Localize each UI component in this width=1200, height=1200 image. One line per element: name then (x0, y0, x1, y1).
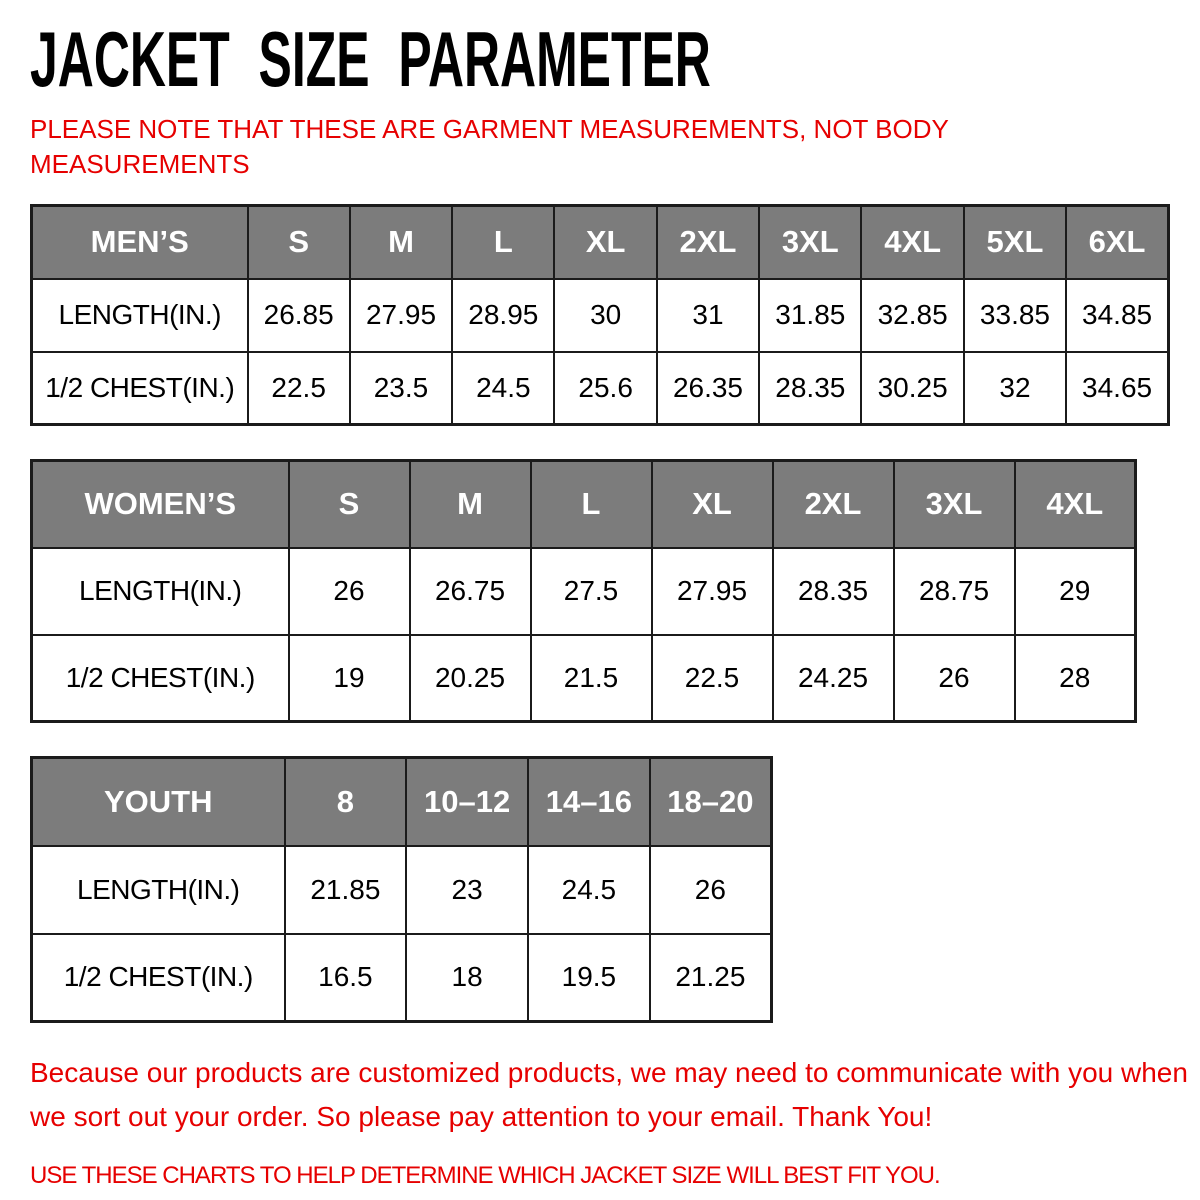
size-header-cell: 2XL (657, 206, 759, 279)
measurement-value: 23.5 (350, 352, 452, 425)
size-header-cell: 18–20 (650, 758, 772, 846)
youth-size-table (30, 756, 773, 1023)
measurement-value: 27.5 (531, 548, 652, 635)
measurement-value: 19.5 (528, 934, 650, 1022)
measurement-value: 22.5 (652, 635, 773, 722)
size-header-cell: 8 (285, 758, 407, 846)
size-header-cell: XL (554, 206, 656, 279)
measurement-value: 21.5 (531, 635, 652, 722)
mens-table-title-cell: MEN’S (32, 206, 248, 279)
measurement-value: 21.25 (650, 934, 772, 1022)
mens-size-table (30, 204, 1170, 426)
measurement-value: 16.5 (285, 934, 407, 1022)
measurement-value: 33.85 (964, 279, 1066, 352)
measurement-value: 22.5 (248, 352, 350, 425)
customization-notice: Because our products are customized products, we may need to communicate with you when we sort out your order. So please pay attention to your email. Thank You! (30, 1057, 1188, 1132)
measurement-value: 34.65 (1066, 352, 1168, 425)
size-header-cell: 14–16 (528, 758, 650, 846)
measurement-value: 27.95 (652, 548, 773, 635)
size-header-cell: 4XL (861, 206, 963, 279)
measurement-value: 23 (406, 846, 528, 934)
measurement-value: 28.75 (894, 548, 1015, 635)
measurement-value: 24.25 (773, 635, 894, 722)
size-header-cell: M (410, 461, 531, 548)
measurement-value: 26.35 (657, 352, 759, 425)
measurement-value: 27.95 (350, 279, 452, 352)
measurement-label: 1/2 CHEST(IN.) (32, 352, 248, 425)
youth-table-title-cell: YOUTH (32, 758, 285, 846)
measurement-value: 28.35 (759, 352, 861, 425)
mens-header-row (32, 206, 1169, 279)
size-header-cell: 6XL (1066, 206, 1168, 279)
size-header-cell: 10–12 (406, 758, 528, 846)
youth-chest-row (32, 934, 772, 1022)
measurement-value: 26 (289, 548, 410, 635)
usage-instruction: USE THESE CHARTS TO HELP DETERMINE WHICH JACKET SIZE WILL BEST FIT YOU. (30, 1161, 940, 1189)
measurement-value: 18 (406, 934, 528, 1022)
size-header-cell: M (350, 206, 452, 279)
youth-length-row (32, 846, 772, 934)
measurement-value: 30.25 (861, 352, 963, 425)
size-header-cell: L (452, 206, 554, 279)
youth-header-row (32, 758, 772, 846)
measurement-label: 1/2 CHEST(IN.) (32, 635, 289, 722)
measurement-value: 24.5 (452, 352, 554, 425)
measurement-value: 31.85 (759, 279, 861, 352)
measurement-value: 31 (657, 279, 759, 352)
womens-header-row (32, 461, 1136, 548)
measurement-value: 19 (289, 635, 410, 722)
size-header-cell: S (248, 206, 350, 279)
measurement-label: LENGTH(IN.) (32, 548, 289, 635)
mens-length-row (32, 279, 1169, 352)
measurement-value: 26 (894, 635, 1015, 722)
measurement-value: 32.85 (861, 279, 963, 352)
measurement-value: 26.75 (410, 548, 531, 635)
measurement-value: 30 (554, 279, 656, 352)
measurement-label: LENGTH(IN.) (32, 279, 248, 352)
measurement-label: 1/2 CHEST(IN.) (32, 934, 285, 1022)
measurement-value: 28 (1015, 635, 1136, 722)
size-header-cell: 3XL (759, 206, 861, 279)
size-header-cell: 2XL (773, 461, 894, 548)
measurement-value: 25.6 (554, 352, 656, 425)
womens-size-table (30, 459, 1137, 723)
mens-chest-row (32, 352, 1169, 425)
measurement-value: 26 (650, 846, 772, 934)
measurement-value: 29 (1015, 548, 1136, 635)
measurement-value: 21.85 (285, 846, 407, 934)
measurement-value: 34.85 (1066, 279, 1168, 352)
size-header-cell: 4XL (1015, 461, 1136, 548)
size-header-cell: XL (652, 461, 773, 548)
womens-length-row (32, 548, 1136, 635)
size-header-cell: L (531, 461, 652, 548)
page-title: JACKET SIZE PARAMETER (30, 15, 711, 103)
size-header-cell: 5XL (964, 206, 1066, 279)
size-header-cell: S (289, 461, 410, 548)
womens-table-title-cell: WOMEN’S (32, 461, 289, 548)
measurement-value: 26.85 (248, 279, 350, 352)
size-header-cell: 3XL (894, 461, 1015, 548)
measurement-label: LENGTH(IN.) (32, 846, 285, 934)
measurement-value: 28.35 (773, 548, 894, 635)
garment-measurement-note: PLEASE NOTE THAT THESE ARE GARMENT MEASUREMENTS, NOT BODY MEASUREMENTS (30, 114, 949, 180)
measurement-value: 28.95 (452, 279, 554, 352)
measurement-value: 24.5 (528, 846, 650, 934)
measurement-value: 32 (964, 352, 1066, 425)
measurement-value: 20.25 (410, 635, 531, 722)
womens-chest-row (32, 635, 1136, 722)
